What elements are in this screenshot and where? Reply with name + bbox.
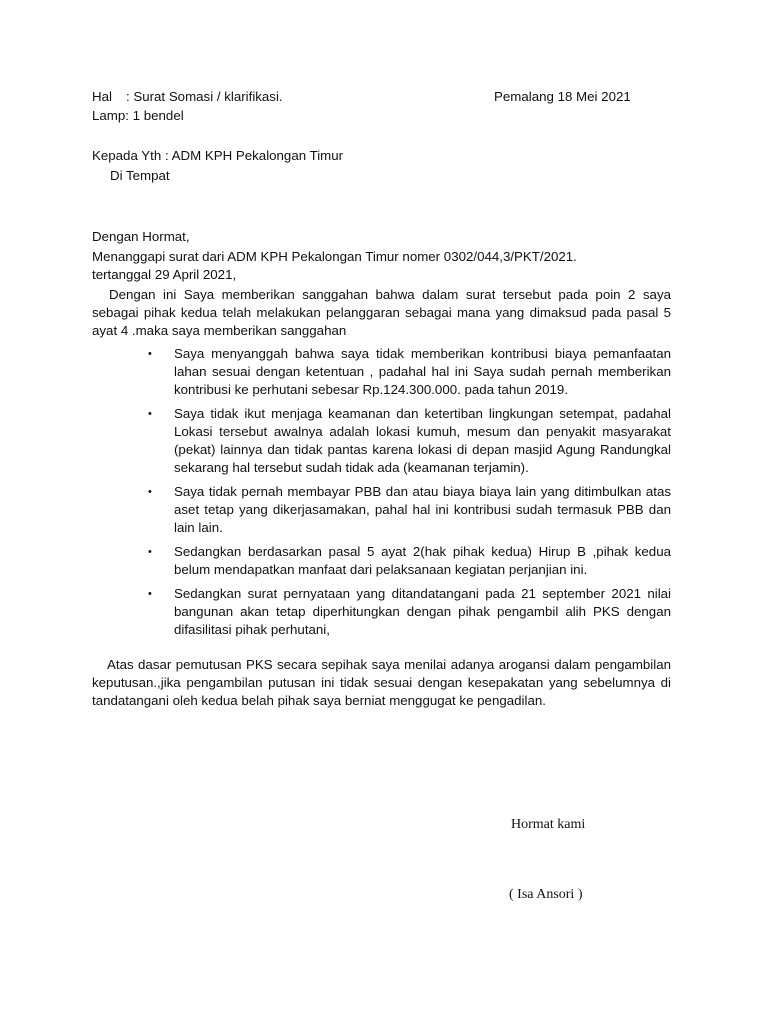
letter-date: Pemalang 18 Mei 2021	[494, 89, 631, 104]
list-item	[148, 585, 671, 639]
list-item	[148, 543, 671, 579]
attachment-line: Lamp: 1 bendel	[92, 108, 184, 123]
list-item	[148, 345, 671, 399]
intro-line-1: Menanggapi surat dari ADM KPH Pekalongan Timur nomer 0302/044,3/PKT/2021.	[92, 249, 577, 264]
subject-label: Hal	[92, 89, 112, 104]
list-item-text: Sedangkan surat pernyataan yang ditandatangani pada 21 september 2021 nilai bangunan akan tetap diperhitungkan dengan pihak pengambil alih PKS dengan difasilitasi pihak perhutani,	[174, 586, 671, 637]
closing-greeting: Hormat kami	[511, 817, 586, 832]
list-item-text: Saya menyanggah bahwa saya tidak memberikan kontribusi biaya pemanfaatan lahan sesuai dengan ketentuan , padahal hal ini Saya sudah pernah memberikan kontribusi ke perhutani sebesar Rp.124.300.000. pada tahun 2019.	[174, 346, 671, 397]
recipient-place: Di Tempat	[110, 168, 170, 183]
list-item-text: Sedangkan berdasarkan pasal 5 ayat 2(hak pihak kedua) Hirup B ,pihak kedua belum mendapatkan manfaat dari pelaksanaan kegiatan perjanjian ini.	[174, 544, 671, 577]
subject-value: : Surat Somasi / klarifikasi.	[125, 89, 283, 104]
intro-line-2: tertanggal 29 April 2021,	[92, 267, 237, 282]
bullet-icon: •	[148, 348, 152, 360]
list-item-text: Saya tidak ikut menjaga keamanan dan ketertiban lingkungan setempat, padahal Lokasi tersebut awalnya adalah lokasi kumuh, mesum dan penyakit masyarakat (pekat) lainnya dan tidak pantas karena lokasi di depan masjid Agung Randungkal sekarang hal tersebut sudah tidak ada (keamanan terjamin).	[174, 406, 671, 475]
bullet-icon: •	[148, 546, 152, 558]
subject-line	[92, 88, 283, 106]
paragraph-conclusion: Atas dasar pemutusan PKS secara sepihak saya menilai adanya arogansi dalam pengambilan keputusan.,jika pengambilan putusan ini tidak sesuai dengan kesepakatan yang sebelumnya di tandatangani oleh kedua belah pihak saya berniat menggugat ke pengadilan.	[92, 657, 671, 708]
salutation: Dengan Hormat,	[92, 229, 190, 244]
list-item-text: Saya tidak pernah membayar PBB dan atau biaya biaya lain yang ditimbulkan atas aset tetap yang dikerjasamakan, pahal hal ini kontribusi sudah termasuk PBB dan lain lain.	[174, 484, 671, 535]
bullet-icon: •	[148, 588, 152, 600]
paragraph-objection: Dengan ini Saya memberikan sanggahan bahwa dalam surat tersebut pada poin 2 saya sebagai pihak kedua telah melakukan pelanggaran sebagai mana yang dimaksud pada pasal 5 ayat 4 .maka saya memberikan sanggahan	[92, 287, 671, 338]
list-item	[148, 483, 671, 537]
list-item	[148, 405, 671, 477]
bullet-icon: •	[148, 408, 152, 420]
recipient-line: Kepada Yth : ADM KPH Pekalongan Timur	[92, 148, 344, 163]
signer-name: ( Isa Ansori )	[509, 887, 583, 902]
bullet-icon: •	[148, 486, 152, 498]
objection-list	[148, 345, 671, 645]
